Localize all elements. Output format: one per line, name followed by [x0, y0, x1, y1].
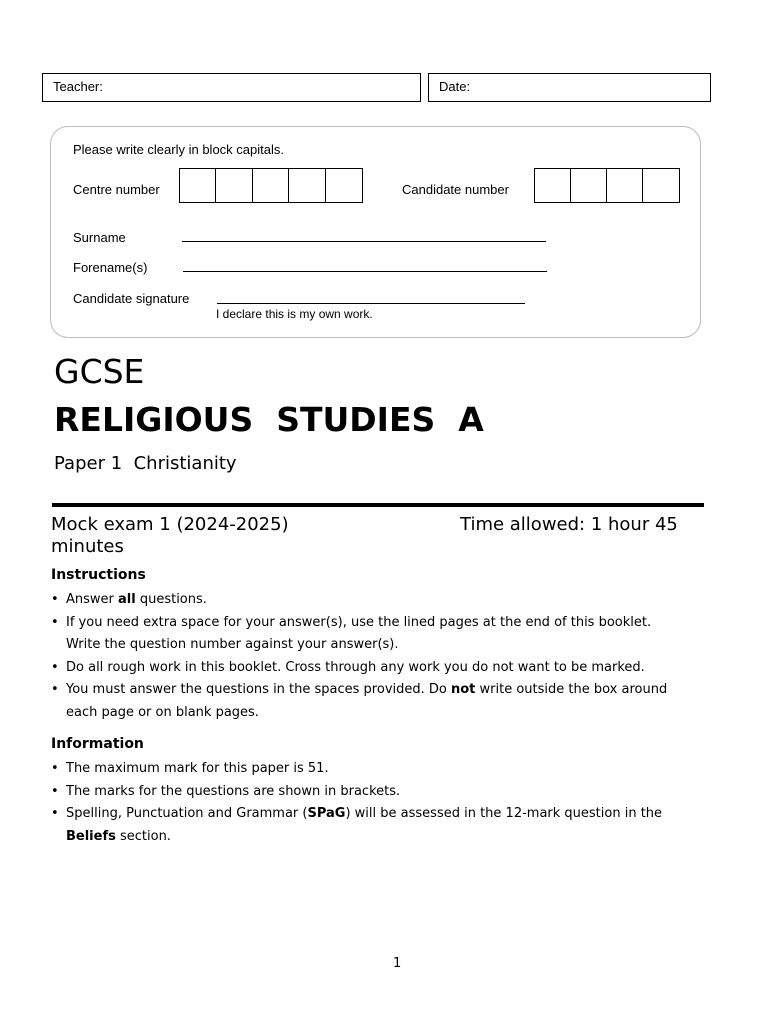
instruction-item: • You must answer the questions in the spaces provided. Do not write outside the box around each page or on blank pages. — [51, 679, 731, 724]
information-item: • Spelling, Punctuation and Grammar (SPaG) will be assessed in the 12-mark question in the Beliefs section. — [51, 803, 731, 848]
instruction-item: • Answer all questions. — [51, 589, 731, 612]
centre-number-cell[interactable] — [253, 169, 289, 202]
forename-line[interactable] — [183, 271, 547, 272]
date-label: Date: — [439, 79, 471, 94]
instruction-item: • If you need extra space for your answer(s), use the lined pages at the end of this booklet. Write the question number against your answer(s). — [51, 612, 731, 657]
information-heading: Information — [51, 736, 144, 752]
instructions-heading: Instructions — [51, 567, 146, 583]
candidate-number-cell[interactable] — [571, 169, 607, 202]
candidate-number-grid[interactable] — [534, 168, 680, 203]
centre-number-label: Centre number — [73, 182, 160, 197]
candidate-number-label: Candidate number — [402, 182, 509, 197]
block-capitals-instruction: Please write clearly in block capitals. — [73, 142, 284, 157]
centre-number-cell[interactable] — [216, 169, 252, 202]
surname-label: Surname — [73, 230, 126, 245]
information-item: • The maximum mark for this paper is 51. — [51, 758, 731, 781]
instruction-item: • Do all rough work in this booklet. Cross through any work you do not want to be marked. — [51, 657, 731, 680]
centre-number-cell[interactable] — [180, 169, 216, 202]
information-list — [51, 758, 731, 848]
forename-label: Forename(s) — [73, 260, 148, 275]
declaration-text: I declare this is my own work. — [216, 307, 373, 321]
time-allowed: Time allowed: 1 hour 45 — [460, 514, 678, 535]
title-rule — [52, 503, 704, 507]
mock-exam-label: Mock exam 1 (2024-2025) — [51, 514, 289, 535]
teacher-label: Teacher: — [53, 79, 103, 94]
candidate-number-cell[interactable] — [607, 169, 643, 202]
time-allowed-continued: minutes — [51, 536, 124, 557]
qualification-level: GCSE — [54, 352, 145, 391]
candidate-signature-label: Candidate signature — [73, 291, 190, 306]
subject-title: RELIGIOUS STUDIES A — [54, 400, 484, 439]
surname-line[interactable] — [182, 241, 546, 242]
page-number: 1 — [393, 956, 402, 971]
candidate-number-cell[interactable] — [643, 169, 679, 202]
candidate-details-box — [50, 126, 701, 338]
centre-number-cell[interactable] — [326, 169, 362, 202]
signature-line[interactable] — [217, 303, 525, 304]
paper-title: Paper 1 Christianity — [54, 453, 237, 474]
information-item: • The marks for the questions are shown in brackets. — [51, 781, 731, 804]
teacher-field[interactable] — [42, 73, 421, 102]
centre-number-cell[interactable] — [289, 169, 325, 202]
date-field[interactable] — [428, 73, 711, 102]
candidate-number-cell[interactable] — [535, 169, 571, 202]
centre-number-grid[interactable] — [179, 168, 363, 203]
instructions-list — [51, 589, 731, 724]
